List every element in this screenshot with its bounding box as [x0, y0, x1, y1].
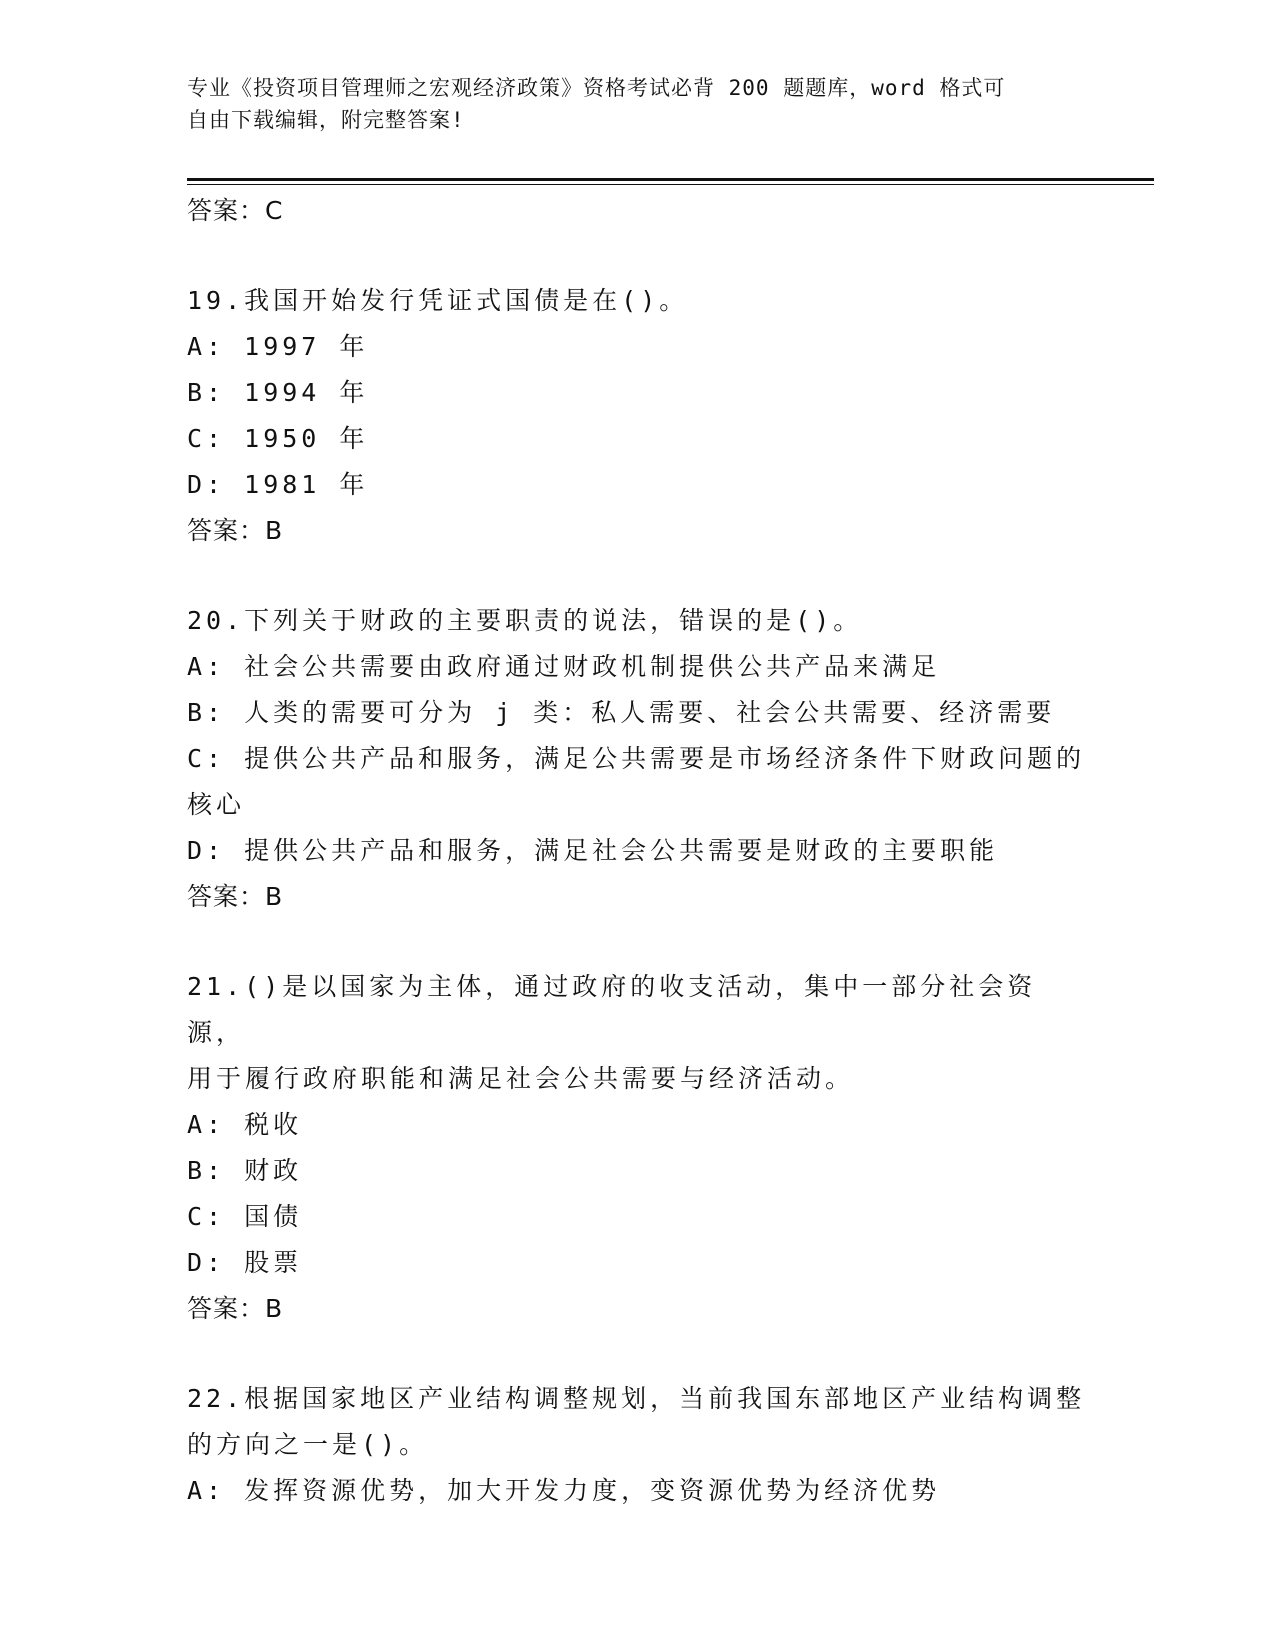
question-21	[187, 964, 1087, 1332]
question-19	[187, 278, 1087, 554]
question-stem: 19.我国开始发行凭证式国债是在()。	[187, 286, 689, 315]
question-20	[187, 598, 1087, 920]
option-b: B: 人类的需要可分为 j 类：私人需要、社会公共需要、经济需要	[187, 698, 1056, 727]
answer-label: 答案：B	[187, 1294, 284, 1323]
document-body	[187, 188, 1087, 1514]
question-stem: 20.下列关于财政的主要职责的说法，错误的是()。	[187, 606, 863, 635]
option-c: C: 国债	[187, 1202, 303, 1231]
question-stem-line-1: 22.根据国家地区产业结构调整规划，当前我国东部地区产业结构调整	[187, 1384, 1086, 1413]
option-d: D: 股票	[187, 1248, 303, 1277]
option-b: B: 财政	[187, 1156, 303, 1185]
question-22	[187, 1376, 1087, 1514]
option-b: B: 1994 年	[187, 378, 369, 407]
option-a: A: 社会公共需要由政府通过财政机制提供公共产品来满足	[187, 652, 941, 681]
option-c: C: 1950 年	[187, 424, 369, 453]
question-stem-line-2: 的方向之一是()。	[187, 1430, 429, 1459]
header-rule-thin	[187, 184, 1154, 185]
header-rule-thick	[187, 178, 1154, 181]
option-a: A: 发挥资源优势，加大开发力度，变资源优势为经济优势	[187, 1476, 941, 1505]
option-a: A: 税收	[187, 1110, 303, 1139]
document-header	[187, 72, 1077, 136]
option-c: C: 提供公共产品和服务，满足公共需要是市场经济条件下财政问题的 核心	[187, 744, 1086, 819]
answer-label: 答案：B	[187, 882, 284, 911]
option-d: D: 1981 年	[187, 470, 369, 499]
question-stem-line-1: 21.()是以国家为主体，通过政府的收支活动，集中一部分社会资源，	[187, 972, 1037, 1047]
option-d: D: 提供公共产品和服务，满足社会公共需要是财政的主要职能	[187, 836, 999, 865]
question-stem-line-2: 用于履行政府职能和满足社会公共需要与经济活动。	[187, 1064, 855, 1093]
answer-label: 答案：C	[187, 196, 284, 225]
answer-label: 答案：B	[187, 516, 284, 545]
option-a: A: 1997 年	[187, 332, 369, 361]
header-line-2: 自由下载编辑，附完整答案!	[187, 108, 465, 132]
header-line-1: 专业《投资项目管理师之宏观经济政策》资格考试必背 200 题题库，word 格式可	[187, 76, 1006, 100]
